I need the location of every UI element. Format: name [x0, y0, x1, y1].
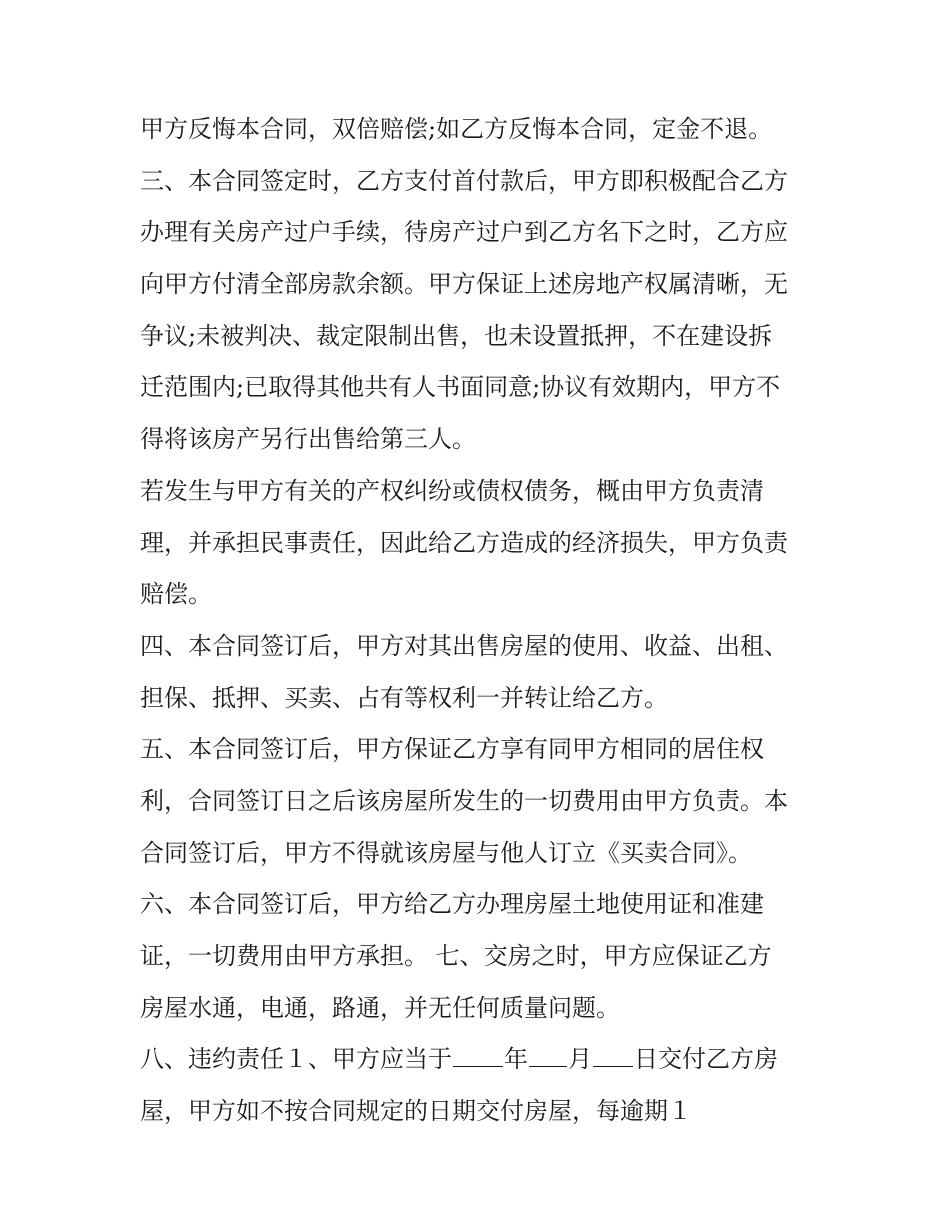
text-line: 赔偿。 [140, 580, 212, 609]
text-line: 房屋水通，电通，路通，并无任何质量问题。 [140, 993, 620, 1022]
text-line: 利，合同签订日之后该房屋所发生的一切费用由甲方负责。本 [140, 786, 788, 815]
month-blank [529, 1044, 567, 1067]
text-line: 若发生与甲方有关的产权纠纷或债权债务，概由甲方负责清 [140, 476, 764, 505]
text-line: 向甲方付清全部房款余额。甲方保证上述房地产权属清晰，无 [140, 270, 788, 299]
text-line: 迁范围内;已取得其他共有人书面同意;协议有效期内，甲方不 [140, 373, 781, 402]
text-line: 得将该房产另行出售给第三人。 [140, 425, 476, 454]
day-blank [593, 1044, 633, 1067]
breach-prefix: 八、违约责任１、甲方应当于 [140, 1045, 452, 1074]
contract-text [140, 104, 820, 1138]
text-line: 理，并承担民事责任，因此给乙方造成的经济损失，甲方负责 [140, 528, 788, 557]
text-line: 担保、抵押、买卖、占有等权利一并转让给乙方。 [140, 683, 668, 712]
day-suffix: 日交付乙方房 [634, 1045, 778, 1074]
text-line: 五、本合同签订后，甲方保证乙方享有同甲方相同的居住权 [140, 735, 764, 764]
text-line: 三、本合同签定时，乙方支付首付款后，甲方即积极配合乙方 [140, 166, 788, 195]
text-line: 六、本合同签订后，甲方给乙方办理房屋土地使用证和准建 [140, 890, 764, 919]
breach-clause-line [140, 1034, 820, 1086]
month-unit: 月 [568, 1045, 592, 1074]
text-line: 证，一切费用由甲方承担。 七、交房之时，甲方应保证乙方 [140, 942, 772, 970]
text-line: 甲方反悔本合同，双倍赔偿;如乙方反悔本合同，定金不退。 [140, 115, 773, 143]
text-line: 办理有关房产过户手续，待房产过户到乙方名下之时，乙方应 [140, 218, 788, 247]
year-unit: 年 [504, 1045, 528, 1074]
text-line: 四、本合同签订后，甲方对其出售房屋的使用、收益、出租、 [140, 631, 788, 660]
text-line: 合同签订后，甲方不得就该房屋与他人订立《买卖合同》。 [140, 838, 752, 867]
text-line: 屋，甲方如不按合同规定的日期交付房屋，每逾期１ [140, 1097, 692, 1126]
text-line: 争议;未被判决、裁定限制出售，也未设置抵押，不在建设拆 [140, 321, 773, 350]
year-blank [453, 1044, 503, 1067]
